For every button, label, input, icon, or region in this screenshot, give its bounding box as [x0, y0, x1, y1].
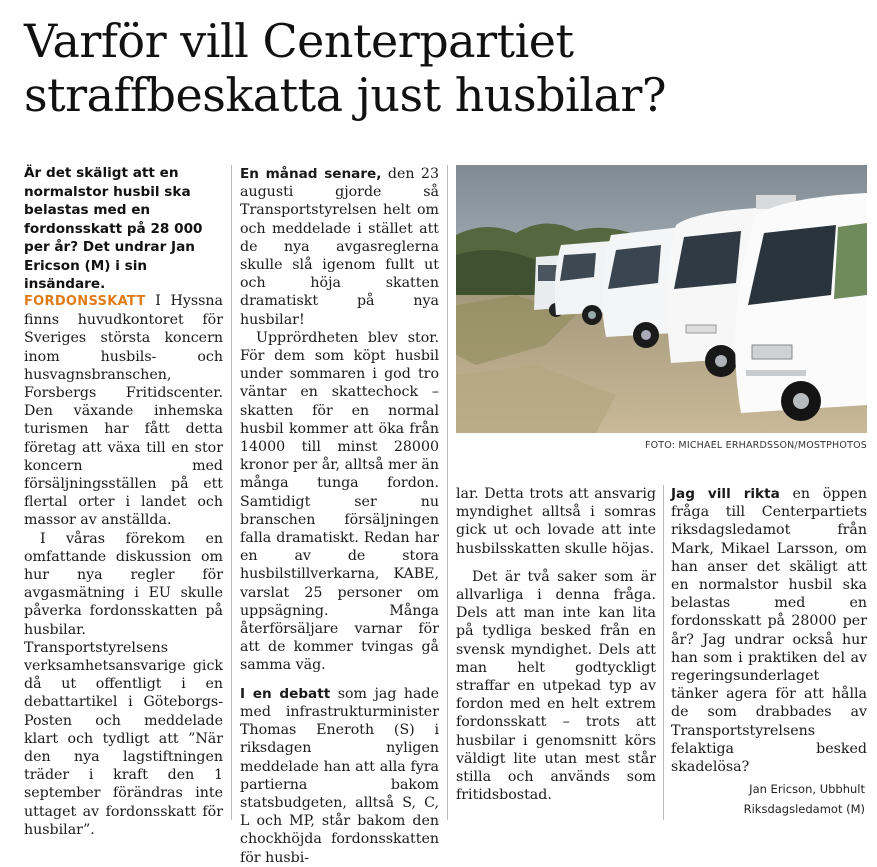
col3-paragraph-2: Det är två saker som är allvarliga i denna fråga. Dels att man inte kan lita på tydliga besked från en svensk myndighet. Dels att man helt godtyckligt straffar en utpekad typ av fordon med en helt extrem fordonsskatt – trots att husbilar i genomsnitt körs väldigt lite utan mest står stilla och används som fritidsbostad. [456, 568, 656, 804]
column-4 [671, 485, 867, 776]
col2-p1-text: den 23 augusti gjorde så Transportstyrelsen helt om och meddelade i stället att de nya avgasreglerna skulle slå igenom fullt ut och höja skatten dramatiskt på nya husbilar! [240, 166, 439, 328]
column-3 [456, 485, 656, 804]
col1-paragraph-2: I våras förekom en omfattande diskussion om hur nya regler för avgasmätning i EU skulle påverka fordonsskatten på husbilar. Transportstyrelsens verksamhetsansvarige gick då ut offentligt i en debattartikel i Göteborgs-Posten och meddelade klart och tydligt att ”När den nya lagstiftningen träder i kraft den 1 september förändras inte uttaget av fordonsskatt för husbilar”. [24, 530, 223, 838]
column-1 [24, 292, 223, 839]
col4-lead-in: Jag vill rikta [671, 486, 780, 502]
photo-credit: FOTO: MICHAEL ERHARDSSON/MOSTPHOTOS [644, 440, 867, 451]
col1-paragraph-1 [24, 292, 223, 530]
col2-lead-in-2: I en debatt [240, 685, 331, 702]
col1-p1-text: I Hyssna finns huvudkontoret för Sveriges största koncern inom husbils- och husvagnsbranschen, Forsbergs Fritidscenter. Den växande inhemska turismen har fått detta företag att växa till en stor koncern med försäljningsställen på ett flertal orter i landet och massor av anställda. [24, 293, 223, 529]
motorhome-photo [456, 165, 867, 433]
signature-name: Jan Ericson, Ubbhult [749, 782, 865, 796]
col2-paragraph-3 [240, 685, 439, 867]
col2-p3-text: som jag hade med infrastrukturminister Thomas Eneroth (S) i riksdagen nyligen meddelade han att alla fyra partierna bakom statsbudgeten, alltså S, C, L och MP, står bakom den chockhöjda fordonsskatten för husbi- [240, 685, 439, 866]
kicker-label: FORDONSSKATT [24, 294, 146, 309]
col2-paragraph-1 [240, 165, 439, 329]
col3-paragraph-1: lar. Detta trots att ansvarig myndighet alltså i somras gick ut och lovade att inte husbilsskatten skulle höjas. [456, 486, 656, 557]
lead-paragraph: Är det skäligt att en normalstor husbil ska belastas med en fordonsskatt på 28 000 per år? Det undrar Jan Ericson (M) i sin insändare. [24, 165, 203, 292]
signature-title: Riksdagsledamot (M) [743, 802, 865, 816]
headline: Varför vill Centerpartiet straffbeskatta just husbilar? [24, 14, 667, 122]
column-divider [663, 485, 664, 820]
col4-p1-text: en öppen fråga till Centerpartiets riksdagsledamot från Mark, Mikael Larsson, om han anser det skäligt att en normalstor husbil ska belastas med en fordonsskatt på 28000 per år? Jag undrar också hur han som i praktiken del av regeringsunderlaget tänker agera för att hålla de som drabbades av Transportstyrelsens felaktiga besked skadelösa? [671, 486, 868, 776]
column-divider [231, 165, 232, 820]
col4-paragraph-1 [671, 485, 867, 776]
column-divider [447, 165, 448, 820]
col2-lead-in: En månad senare, [240, 166, 382, 182]
col2-paragraph-2: Upprördheten blev stor. För dem som köpt husbil under sommaren i god tro väntar en skattechock – skatten för en normal husbil kommer att öka från 14000 till minst 28000 kronor per år, alltså mer än många tunga fordon. Samtidigt ser nu branschen försäljningen falla dramatiskt. Redan har en av de stora husbilstillverkarna, KABE, varslat 25 personer om uppsägning. Många återförsäljare varnar för att de kommer tvingas gå samma väg. [240, 329, 439, 674]
column-2 [240, 165, 439, 867]
